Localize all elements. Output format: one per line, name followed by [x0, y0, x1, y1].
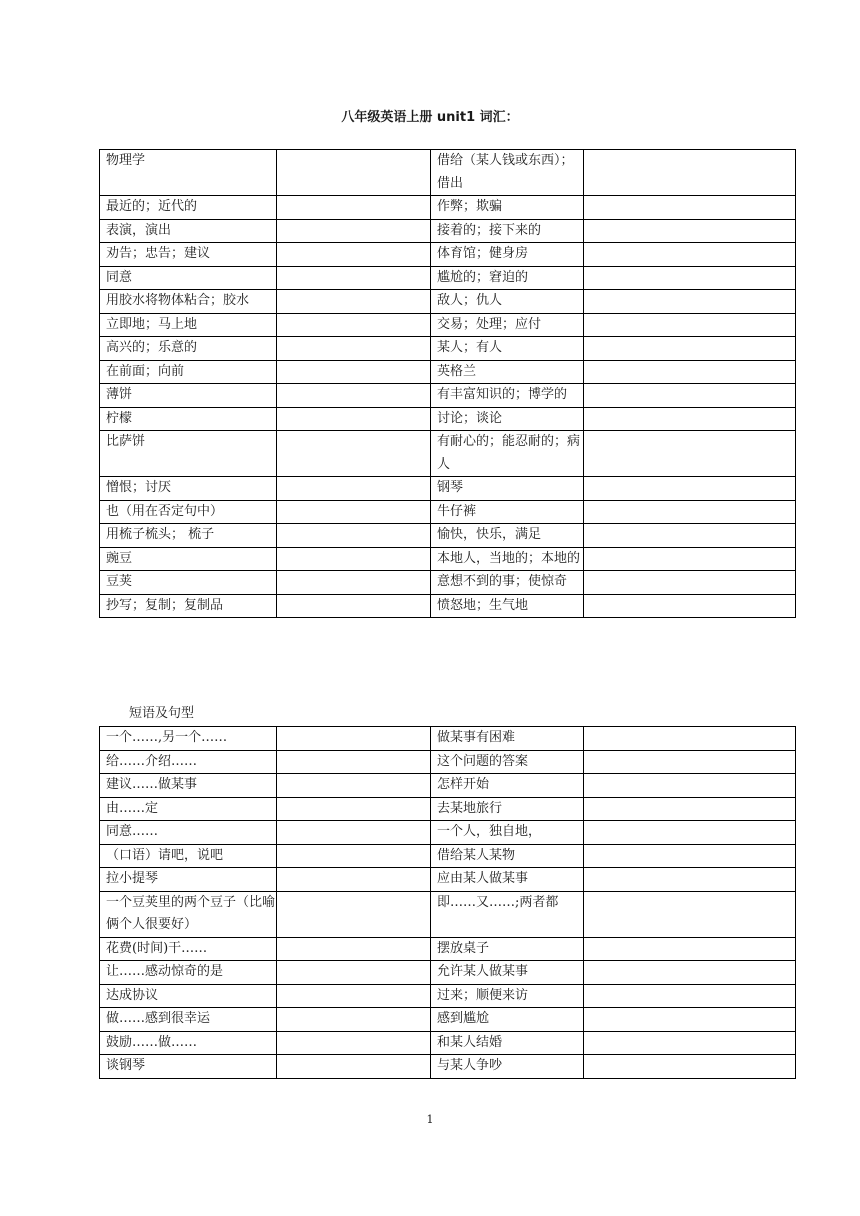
chinese-term-cell: 接着的；接下来的 — [431, 219, 584, 243]
chinese-term-cell: 有耐心的；能忍耐的；病人 — [431, 431, 584, 477]
vocabulary-row — [100, 547, 796, 571]
answer-cell — [277, 313, 431, 337]
chinese-term-cell: 表演，演出 — [100, 219, 277, 243]
answer-cell — [277, 821, 431, 845]
answer-cell — [277, 407, 431, 431]
chinese-term-cell: 给……介绍…… — [100, 750, 277, 774]
chinese-term-cell: 由……定 — [100, 797, 277, 821]
chinese-term-cell: 同意…… — [100, 821, 277, 845]
answer-cell — [277, 891, 431, 937]
phrase-row — [100, 821, 796, 845]
answer-cell — [584, 219, 796, 243]
chinese-term-cell: 牛仔裤 — [431, 500, 584, 524]
chinese-term-cell: 建议……做某事 — [100, 774, 277, 798]
vocabulary-row — [100, 431, 796, 477]
answer-cell — [584, 1008, 796, 1032]
chinese-term-cell: 敌人；仇人 — [431, 290, 584, 314]
chinese-term-cell: 拉小提琴 — [100, 868, 277, 892]
phrase-row — [100, 891, 796, 937]
chinese-term-cell: 英格兰 — [431, 360, 584, 384]
answer-cell — [277, 937, 431, 961]
answer-cell — [277, 337, 431, 361]
vocabulary-row — [100, 196, 796, 220]
answer-cell — [584, 500, 796, 524]
phrase-row — [100, 1008, 796, 1032]
vocabulary-row — [100, 571, 796, 595]
answer-cell — [584, 727, 796, 751]
chinese-term-cell: 即……又……;两者都 — [431, 891, 584, 937]
answer-cell — [584, 984, 796, 1008]
answer-cell — [277, 844, 431, 868]
phrase-row — [100, 774, 796, 798]
answer-cell — [277, 243, 431, 267]
chinese-term-cell: 同意 — [100, 266, 277, 290]
answer-cell — [277, 547, 431, 571]
chinese-term-cell: 怎样开始 — [431, 774, 584, 798]
answer-cell — [277, 594, 431, 618]
answer-cell — [584, 477, 796, 501]
phrase-row — [100, 750, 796, 774]
chinese-term-cell: 体育馆；健身房 — [431, 243, 584, 267]
chinese-term-cell: 过来；顺便来访 — [431, 984, 584, 1008]
chinese-term-cell: 一个豆荚里的两个豆子（比喻俩个人很要好） — [100, 891, 277, 937]
chinese-term-cell: 立即地；马上地 — [100, 313, 277, 337]
chinese-term-cell: 做……感到很幸运 — [100, 1008, 277, 1032]
answer-cell — [584, 571, 796, 595]
answer-cell — [277, 571, 431, 595]
chinese-term-cell: 憎恨；讨厌 — [100, 477, 277, 501]
answer-cell — [277, 750, 431, 774]
answer-cell — [277, 477, 431, 501]
answer-cell — [584, 196, 796, 220]
chinese-term-cell: 鼓励……做…… — [100, 1031, 277, 1055]
vocabulary-row — [100, 524, 796, 548]
phrase-row — [100, 961, 796, 985]
chinese-term-cell: 钢琴 — [431, 477, 584, 501]
answer-cell — [584, 384, 796, 408]
chinese-term-cell: 借给（某人钱或东西）；借出 — [431, 150, 584, 196]
phrases-heading: 短语及句型 — [129, 706, 195, 721]
answer-cell — [584, 431, 796, 477]
answer-cell — [277, 219, 431, 243]
answer-cell — [584, 868, 796, 892]
phrase-row — [100, 844, 796, 868]
chinese-term-cell: 物理学 — [100, 150, 277, 196]
chinese-term-cell: 应由某人做某事 — [431, 868, 584, 892]
chinese-term-cell: 摆放桌子 — [431, 937, 584, 961]
chinese-term-cell: 在前面；向前 — [100, 360, 277, 384]
answer-cell — [584, 266, 796, 290]
chinese-term-cell: 也（用在否定句中） — [100, 500, 277, 524]
chinese-term-cell: 谈钢琴 — [100, 1055, 277, 1079]
answer-cell — [277, 431, 431, 477]
answer-cell — [584, 844, 796, 868]
answer-cell — [277, 196, 431, 220]
answer-cell — [584, 243, 796, 267]
chinese-term-cell: 豌豆 — [100, 547, 277, 571]
chinese-term-cell: 本地人，当地的；本地的 — [431, 547, 584, 571]
answer-cell — [277, 500, 431, 524]
chinese-term-cell: 意想不到的事；使惊奇 — [431, 571, 584, 595]
answer-cell — [584, 290, 796, 314]
answer-cell — [277, 774, 431, 798]
answer-cell — [277, 150, 431, 196]
chinese-term-cell: 比萨饼 — [100, 431, 277, 477]
vocabulary-row — [100, 594, 796, 618]
phrase-row — [100, 797, 796, 821]
chinese-term-cell: 花费(时间)干…… — [100, 937, 277, 961]
answer-cell — [277, 868, 431, 892]
answer-cell — [584, 1055, 796, 1079]
answer-cell — [277, 360, 431, 384]
vocabulary-row — [100, 219, 796, 243]
vocabulary-row — [100, 150, 796, 196]
answer-cell — [584, 1031, 796, 1055]
chinese-term-cell: 用梳子梳头； 梳子 — [100, 524, 277, 548]
vocabulary-row — [100, 407, 796, 431]
answer-cell — [584, 313, 796, 337]
chinese-term-cell: 这个问题的答案 — [431, 750, 584, 774]
chinese-term-cell: 借给某人某物 — [431, 844, 584, 868]
chinese-term-cell: 劝告；忠告；建议 — [100, 243, 277, 267]
chinese-term-cell: 和某人结婚 — [431, 1031, 584, 1055]
answer-cell — [277, 524, 431, 548]
chinese-term-cell: 薄饼 — [100, 384, 277, 408]
vocabulary-row — [100, 477, 796, 501]
chinese-term-cell: 最近的；近代的 — [100, 196, 277, 220]
answer-cell — [584, 797, 796, 821]
answer-cell — [277, 727, 431, 751]
phrase-row — [100, 984, 796, 1008]
answer-cell — [584, 750, 796, 774]
page-number: 1 — [426, 1113, 434, 1126]
chinese-term-cell: 允许某人做某事 — [431, 961, 584, 985]
answer-cell — [277, 984, 431, 1008]
chinese-term-cell: 某人；有人 — [431, 337, 584, 361]
answer-cell — [277, 1031, 431, 1055]
chinese-term-cell: 做某事有困难 — [431, 727, 584, 751]
chinese-term-cell: 去某地旅行 — [431, 797, 584, 821]
answer-cell — [584, 337, 796, 361]
answer-cell — [584, 961, 796, 985]
chinese-term-cell: 达成协议 — [100, 984, 277, 1008]
page-title: 八年级英语上册 unit1 词汇： — [341, 110, 519, 125]
vocabulary-row — [100, 243, 796, 267]
chinese-term-cell: 与某人争吵 — [431, 1055, 584, 1079]
answer-cell — [584, 891, 796, 937]
vocabulary-table — [99, 149, 796, 618]
phrase-row — [100, 868, 796, 892]
chinese-term-cell: 高兴的；乐意的 — [100, 337, 277, 361]
chinese-term-cell: 豆荚 — [100, 571, 277, 595]
vocabulary-row — [100, 266, 796, 290]
chinese-term-cell: 柠檬 — [100, 407, 277, 431]
chinese-term-cell: 愤怒地；生气地 — [431, 594, 584, 618]
phrases-table — [99, 726, 796, 1079]
vocabulary-row — [100, 337, 796, 361]
vocabulary-row — [100, 313, 796, 337]
answer-cell — [584, 524, 796, 548]
answer-cell — [277, 1055, 431, 1079]
answer-cell — [277, 384, 431, 408]
chinese-term-cell: 抄写；复制；复制品 — [100, 594, 277, 618]
chinese-term-cell: 讨论；谈论 — [431, 407, 584, 431]
chinese-term-cell: 一个……,另一个…… — [100, 727, 277, 751]
chinese-term-cell: （口语）请吧，说吧 — [100, 844, 277, 868]
chinese-term-cell: 愉快，快乐，满足 — [431, 524, 584, 548]
answer-cell — [584, 821, 796, 845]
answer-cell — [277, 961, 431, 985]
answer-cell — [277, 266, 431, 290]
vocabulary-row — [100, 290, 796, 314]
chinese-term-cell: 用胶水将物体粘合；胶水 — [100, 290, 277, 314]
phrase-row — [100, 727, 796, 751]
answer-cell — [584, 774, 796, 798]
chinese-term-cell: 作弊；欺骗 — [431, 196, 584, 220]
answer-cell — [584, 547, 796, 571]
answer-cell — [584, 937, 796, 961]
answer-cell — [277, 290, 431, 314]
chinese-term-cell: 有丰富知识的；博学的 — [431, 384, 584, 408]
answer-cell — [277, 797, 431, 821]
vocabulary-row — [100, 360, 796, 384]
vocabulary-row — [100, 500, 796, 524]
answer-cell — [277, 1008, 431, 1032]
chinese-term-cell: 尴尬的；窘迫的 — [431, 266, 584, 290]
phrase-row — [100, 937, 796, 961]
chinese-term-cell: 一个人，独自地， — [431, 821, 584, 845]
phrase-row — [100, 1055, 796, 1079]
answer-cell — [584, 150, 796, 196]
vocabulary-row — [100, 384, 796, 408]
answer-cell — [584, 360, 796, 384]
answer-cell — [584, 594, 796, 618]
chinese-term-cell: 让……感动惊奇的是 — [100, 961, 277, 985]
chinese-term-cell: 交易；处理；应付 — [431, 313, 584, 337]
answer-cell — [584, 407, 796, 431]
phrase-row — [100, 1031, 796, 1055]
chinese-term-cell: 感到尴尬 — [431, 1008, 584, 1032]
